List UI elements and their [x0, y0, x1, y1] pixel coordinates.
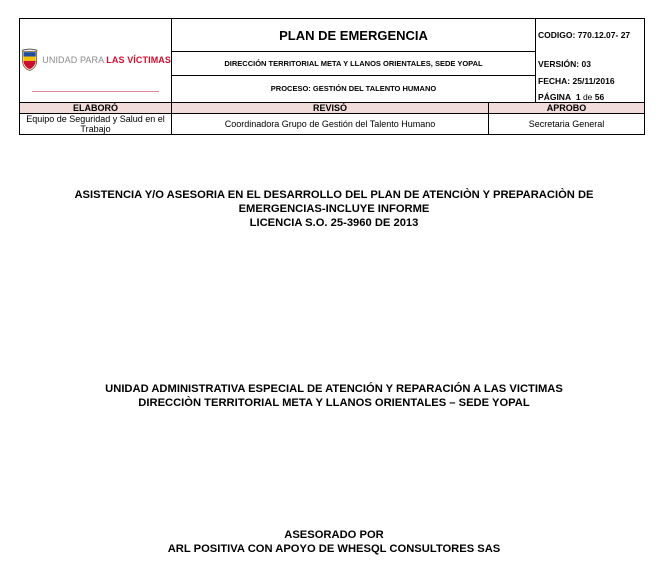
document-code: CODIGO: 770.12.07- 27: [536, 19, 645, 52]
colombia-crest-icon: [20, 47, 39, 73]
title-line: LICENCIA S.O. 25-3960 DE 2013: [249, 217, 419, 229]
advisor-block: [0, 528, 668, 556]
entity-line: DIRECCIÒN TERRITORIAL META Y LLANOS ORIENTALES – SEDE YOPAL: [138, 397, 530, 409]
unidad-victimas-logo: [20, 47, 171, 73]
logo-text-plain: UNIDAD PARA: [42, 55, 107, 66]
role-reviso: REVISÓ: [172, 102, 489, 113]
logo-text-bold: LAS VÍCTIMAS: [106, 55, 171, 66]
entity-block: [0, 382, 668, 410]
entity-line: UNIDAD ADMINISTRATIVA ESPECIAL DE ATENCIÓN Y REPARACIÓN A LAS VICTIMAS: [105, 383, 563, 395]
document-title: PLAN DE EMERGENCIA: [172, 19, 536, 52]
advisor-line: ASESORADO POR: [284, 529, 384, 541]
role-aprobo: APROBO: [489, 102, 645, 113]
document-date-page: [536, 76, 645, 103]
document-date: FECHA: 25/11/2016: [538, 75, 615, 86]
name-elaboro: Equipo de Seguridad y Salud en el Trabajo: [20, 113, 172, 134]
logo-underline: [32, 91, 159, 92]
logo-cell: [20, 19, 172, 103]
role-elaboro: ELABORÓ: [20, 102, 172, 113]
document-version: VERSIÓN: 03: [536, 52, 645, 76]
direction-label: DIRECCIÓN TERRITORIAL META Y LLANOS ORIENTALES, SEDE YOPAL: [172, 52, 536, 76]
title-line: ASISTENCIA Y/O ASESORIA EN EL DESARROLLO DEL PLAN DE ATENCIÒN Y PREPARACIÒN DE: [74, 189, 594, 201]
document-page: PÁGINA 1 de 56: [538, 91, 605, 102]
title-line: EMERGENCIAS-INCLUYE INFORME: [238, 203, 430, 215]
name-aprobo: Secretaria General: [489, 113, 645, 134]
document-header-table: [19, 18, 645, 135]
name-reviso: Coordinadora Grupo de Gestión del Talento Humano: [172, 113, 489, 134]
document-main-title: [0, 188, 668, 230]
process-label: PROCESO: GESTIÓN DEL TALENTO HUMANO: [172, 76, 536, 103]
advisor-line: ARL POSITIVA CON APOYO DE WHESQL CONSULTORES SAS: [167, 543, 501, 555]
